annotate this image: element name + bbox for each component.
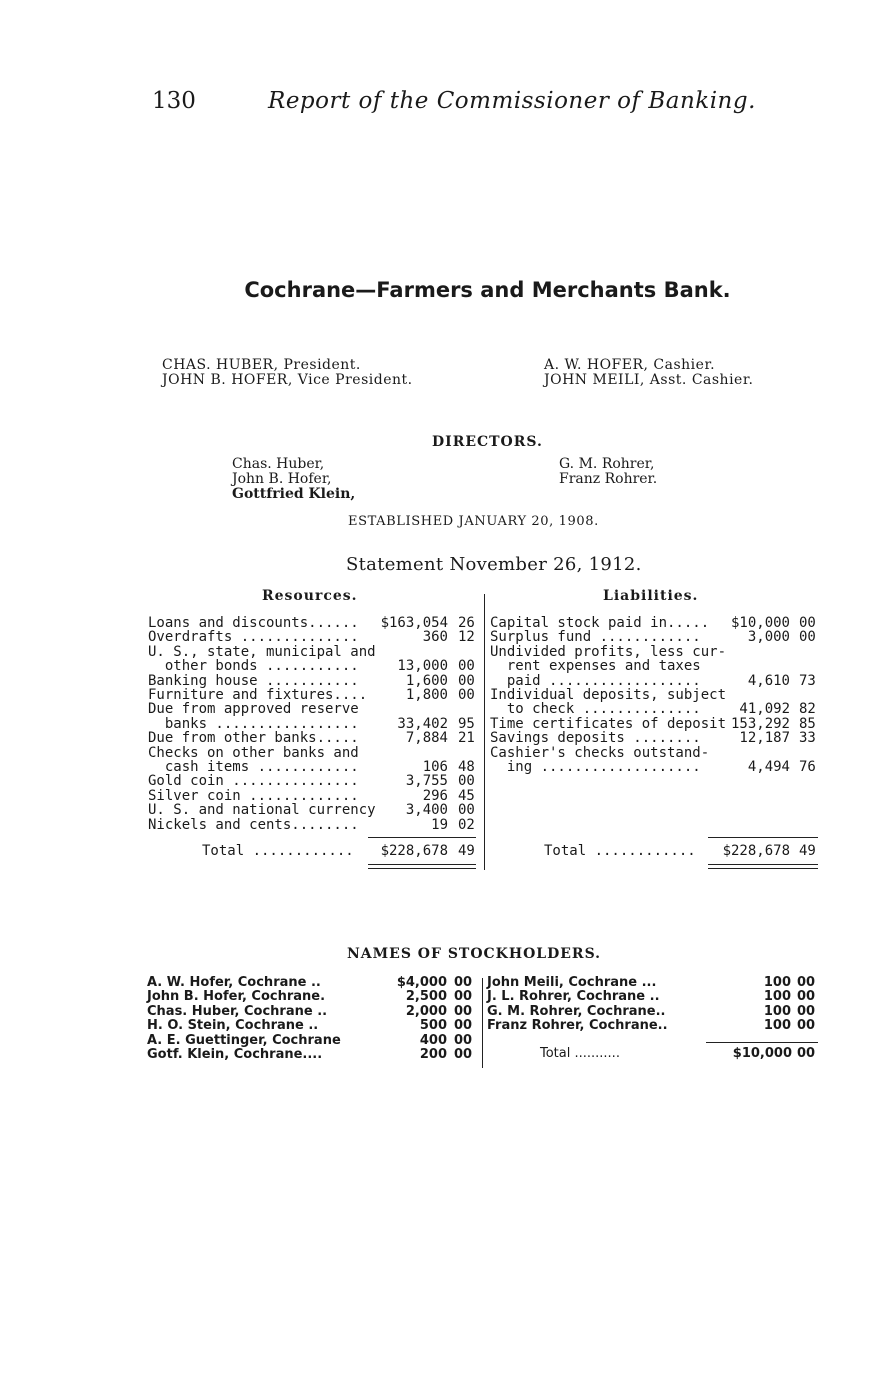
resource-row-dollars: 3,400 <box>405 802 448 819</box>
liabilities-total-dollars: $228,678 <box>722 843 790 859</box>
resources-double-rule <box>368 868 476 869</box>
resource-row-dollars: 19 <box>431 816 448 833</box>
resource-row-label: Overdrafts .............. <box>148 629 359 646</box>
statement-title: Statement November 26, 1912. <box>346 554 642 575</box>
resource-row-label: Checks on other banks and <box>148 744 359 761</box>
resources-double-rule <box>368 864 476 865</box>
officer-cashier: A. W. HOFER, Cashier. <box>544 357 716 373</box>
resource-row-label: banks ................. <box>148 715 359 732</box>
page-number: 130 <box>152 88 196 114</box>
stockholder-row-cents: 00 <box>454 1018 473 1034</box>
stockholder-row-dollars: 100 <box>763 1003 791 1019</box>
liability-row-label: Savings deposits ........ <box>490 730 701 747</box>
stockholder-row-dollars: 500 <box>419 1018 447 1034</box>
liabilities-table <box>490 616 820 796</box>
resource-row-dollars: 7,884 <box>405 730 448 747</box>
stockholder-row-label: Gotf. Klein, Cochrane.... <box>147 1047 323 1062</box>
liability-row-label: Capital stock paid in..... <box>490 615 710 631</box>
stockholders-total-rule <box>706 1042 818 1043</box>
resources-total-dollars: $228,678 <box>380 843 448 859</box>
resources-heading: Resources. <box>262 588 358 604</box>
stockholder-row-label: John Meili, Cochrane ... <box>487 975 657 990</box>
resource-row-label: other bonds ........... <box>148 658 359 675</box>
officers-right <box>544 358 753 388</box>
officers-left <box>162 358 413 388</box>
resource-row-label: Due from approved reserve <box>148 701 359 718</box>
resource-row-label: U. S. and national currency <box>148 802 376 819</box>
liability-row-label: to check .............. <box>490 701 701 718</box>
resource-row-cents: 95 <box>458 715 475 732</box>
resource-row-dollars: 3,755 <box>405 773 448 790</box>
liability-row-label: Individual deposits, subject <box>490 687 727 703</box>
stockholder-row-label: Franz Rohrer, Cochrane.. <box>487 1018 668 1034</box>
stockholder-row-cents: 00 <box>797 975 816 990</box>
resources-total-label: Total ............ <box>202 843 354 859</box>
resource-row-cents: 26 <box>458 615 475 631</box>
stockholder-row-cents: 00 <box>797 1003 816 1019</box>
stockholder-row-label: A. W. Hofer, Cochrane .. <box>147 975 321 990</box>
liability-row-cents: 00 <box>799 629 816 646</box>
officer-vice-president: JOHN B. HOFER, Vice President. <box>162 372 413 388</box>
stockholder-row-dollars: 400 <box>419 1032 447 1048</box>
liabilities-heading: Liabilities. <box>603 588 699 604</box>
resource-row-cents: 02 <box>458 816 475 833</box>
resource-row-label: Loans and discounts...... <box>148 615 359 631</box>
resource-row-cents: 12 <box>458 629 475 646</box>
stockholders-total-cents: 00 <box>797 1046 816 1061</box>
liability-row-dollars: 3,000 <box>747 629 790 646</box>
stockholder-row-cents: 00 <box>454 975 473 990</box>
resources-total-rule <box>368 837 476 838</box>
liability-row-cents: 82 <box>799 701 816 718</box>
resources-total-cents: 49 <box>458 843 475 859</box>
stockholder-row-cents: 00 <box>797 989 816 1005</box>
liabilities-double-rule <box>708 864 818 865</box>
resource-row-dollars: 1,600 <box>405 672 448 689</box>
stockholders-right-list <box>487 976 817 1046</box>
liability-row-label: paid .................. <box>490 672 701 689</box>
resource-row-dollars: $163,054 <box>380 615 448 631</box>
stockholder-row-dollars: 100 <box>763 989 791 1005</box>
directors-heading: DIRECTORS. <box>432 434 543 450</box>
liability-row-dollars: $10,000 <box>730 615 790 631</box>
resources-table <box>148 616 478 836</box>
resource-row-dollars: 13,000 <box>397 658 448 675</box>
directors-left <box>232 457 355 502</box>
director-name: Franz Rohrer. <box>559 471 658 487</box>
officer-president: CHAS. HUBER, President. <box>162 357 361 373</box>
stockholder-row-label: John B. Hofer, Cochrane. <box>147 989 326 1005</box>
stockholders-total-dollars: $10,000 <box>732 1046 792 1061</box>
resource-row-cents: 00 <box>458 687 475 703</box>
stockholder-row-label: J. L. Rohrer, Cochrane .. <box>487 989 660 1005</box>
resource-row-label: cash items ............ <box>148 759 359 775</box>
liability-row-dollars: 153,292 <box>730 715 790 732</box>
stockholder-row-cents: 00 <box>797 1018 816 1034</box>
resource-row-label: Due from other banks..... <box>148 730 359 747</box>
liability-row-label: Undivided profits, less cur- <box>490 643 727 660</box>
liabilities-double-rule <box>708 868 818 869</box>
director-name: G. M. Rohrer, <box>559 456 655 472</box>
stockholders-left-list <box>147 976 477 1068</box>
bank-title: Cochrane—Farmers and Merchants Bank. <box>244 278 731 302</box>
stockholder-row-label: A. E. Guettinger, Cochrane <box>147 1032 341 1048</box>
stockholder-row-cents: 00 <box>454 1003 473 1019</box>
resource-row-label: Furniture and fixtures.... <box>148 687 368 703</box>
resource-row-dollars: 296 <box>422 787 448 804</box>
liability-row-cents: 73 <box>799 672 816 689</box>
liability-row-dollars: 41,092 <box>739 701 790 718</box>
liability-row-cents: 76 <box>799 759 816 775</box>
resource-row-label: Silver coin ............. <box>148 787 359 804</box>
stockholder-row-dollars: 200 <box>419 1047 447 1062</box>
resource-row-label: Gold coin ............... <box>148 773 359 790</box>
resource-row-label: U. S., state, municipal and <box>148 643 376 660</box>
liabilities-total-cents: 49 <box>799 843 816 859</box>
liability-row-cents: 00 <box>799 615 816 631</box>
director-name: John B. Hofer, <box>232 471 332 487</box>
stockholder-row-cents: 00 <box>454 989 473 1005</box>
stockholder-row-dollars: 100 <box>763 975 791 990</box>
liability-row-label: Cashier's checks outstand- <box>490 744 710 761</box>
stockholder-row-dollars: 100 <box>763 1018 791 1034</box>
liability-row-label: Surplus fund ............ <box>490 629 701 646</box>
liabilities-total-rule <box>708 837 818 838</box>
running-header-title: Report of the Commissioner of Banking. <box>268 88 756 114</box>
stockholders-total-label: Total ........... <box>540 1046 620 1061</box>
resource-row-dollars: 106 <box>422 759 448 775</box>
stockholder-row-dollars: 2,000 <box>405 1003 447 1019</box>
stockholders-divider <box>482 978 483 1068</box>
resource-row-dollars: 360 <box>422 629 448 646</box>
liabilities-total-label: Total ............ <box>544 843 696 859</box>
stockholder-row-dollars: 2,500 <box>405 989 447 1005</box>
liability-row-dollars: 4,610 <box>747 672 790 689</box>
liability-row-cents: 85 <box>799 715 816 732</box>
liability-row-label: Time certificates of deposit <box>490 715 727 732</box>
stockholders-heading: NAMES OF STOCKHOLDERS. <box>347 946 602 962</box>
resource-row-cents: 00 <box>458 672 475 689</box>
liability-row-label: rent expenses and taxes <box>490 658 701 675</box>
liability-row-dollars: 4,494 <box>747 759 790 775</box>
liability-row-cents: 33 <box>799 730 816 747</box>
stockholder-row-dollars: $4,000 <box>396 975 447 990</box>
stockholder-row-cents: 00 <box>454 1032 473 1048</box>
resource-row-cents: 21 <box>458 730 475 747</box>
resource-row-label: Banking house ........... <box>148 672 359 689</box>
resource-row-cents: 48 <box>458 759 475 775</box>
directors-right <box>559 457 657 487</box>
resource-row-dollars: 33,402 <box>397 715 448 732</box>
stockholder-row-label: H. O. Stein, Cochrane .. <box>147 1018 319 1034</box>
statement-divider <box>484 594 485 870</box>
resource-row-label: Nickels and cents........ <box>148 816 359 833</box>
stockholder-row-label: Chas. Huber, Cochrane .. <box>147 1003 328 1019</box>
stockholder-row-cents: 00 <box>454 1047 473 1062</box>
resource-row-cents: 00 <box>458 658 475 675</box>
liability-row-label: ing ................... <box>490 759 701 775</box>
liability-row-dollars: 12,187 <box>739 730 790 747</box>
director-name: Gottfried Klein, <box>232 486 356 502</box>
resource-row-dollars: 1,800 <box>405 687 448 703</box>
resource-row-cents: 00 <box>458 773 475 790</box>
established-line: ESTABLISHED JANUARY 20, 1908. <box>348 514 599 529</box>
director-name: Chas. Huber, <box>232 456 325 472</box>
officer-asst-cashier: JOHN MEILI, Asst. Cashier. <box>544 372 754 388</box>
resource-row-cents: 45 <box>458 787 475 804</box>
stockholder-row-label: G. M. Rohrer, Cochrane.. <box>487 1003 666 1019</box>
resource-row-cents: 00 <box>458 802 475 819</box>
